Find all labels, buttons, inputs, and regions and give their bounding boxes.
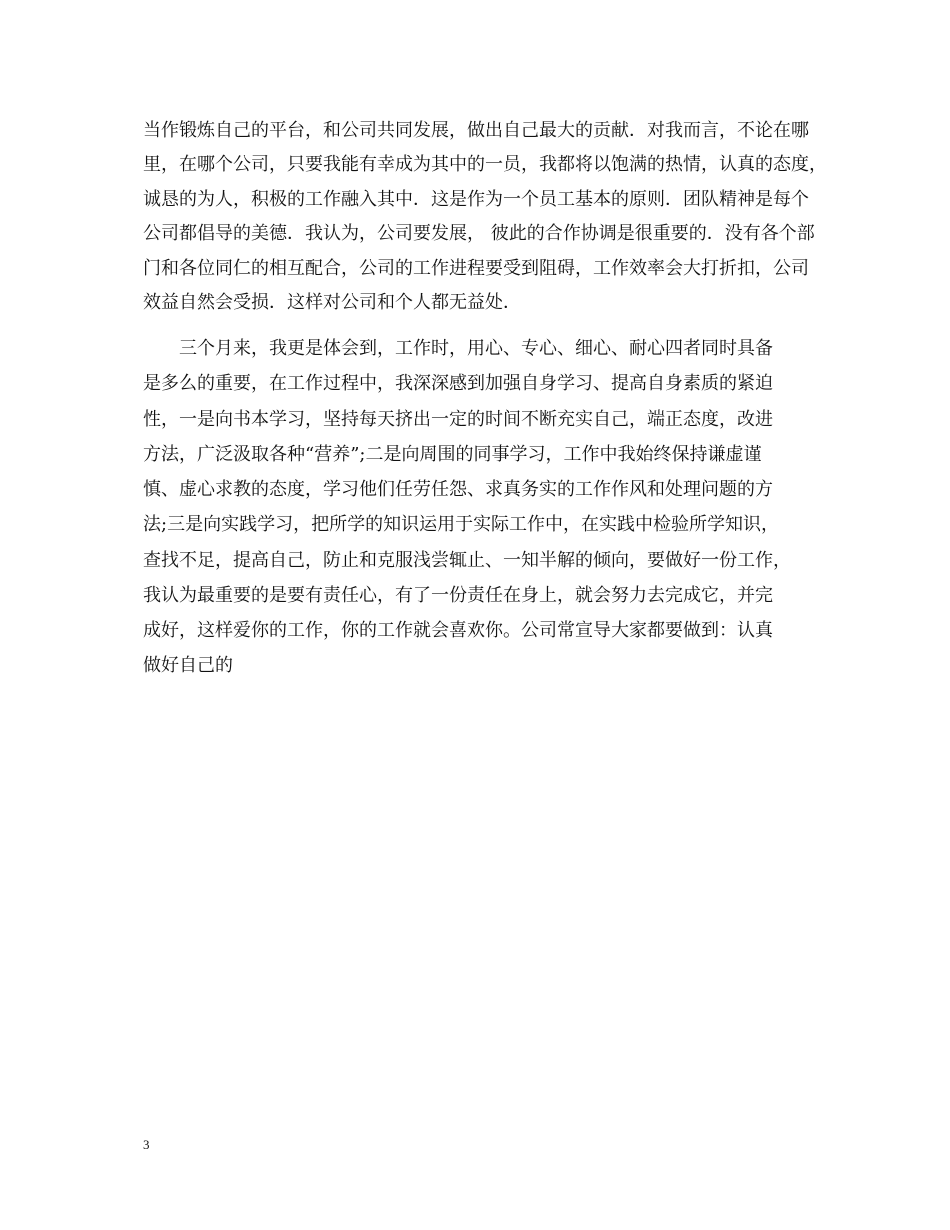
paragraph-1-line-4: 公司都倡导的美德．我认为，公司要发展， 彼此的合作协调是很重要的．没有各个部: [143, 223, 815, 244]
paragraph-1-line-3: 诚恳的为人，积极的工作融入其中．这是作为一个员工基本的原则．团队精神是每个: [143, 189, 809, 210]
paragraph-1-line-1: 当作锻炼自己的平台，和公司共同发展，做出自己最大的贡献．对我而言，不论在哪: [143, 120, 809, 141]
paragraph-2-line-1: 三个月来，我更是体会到，工作时，用心、专心、细心、耐心四者同时具备: [179, 338, 773, 359]
paragraph-2-line-3: 性，一是向书本学习，坚持每天挤出一定的时间不断充实自己，端正态度，改进: [143, 409, 773, 430]
paragraph-2-line-4: 方法，广泛汲取各种“营养”;二是向周围的同事学习，工作中我始终保持谦虚谨: [143, 444, 762, 465]
paragraph-2-line-9: 成好，这样爱你的工作，你的工作就会喜欢你。公司常宣导大家都要做到：认真: [143, 620, 773, 641]
paragraph-2-line-6: 法;三是向实践学习，把所学的知识运用于实际工作中，在实践中检验所学知识，: [143, 514, 780, 535]
paragraph-1-line-6: 效益自然会受损．这样对公司和个人都无益处．: [143, 292, 521, 313]
paragraph-1-line-2: 里，在哪个公司，只要我能有幸成为其中的一员，我都将以饱满的热情，认真的态度，: [143, 154, 827, 175]
paragraph-2-line-7: 查找不足，提高自己，防止和克服浅尝辄止、一知半解的倾向，要做好一份工作，: [143, 550, 791, 571]
paragraph-2-line-5: 慎、虚心求教的态度，学习他们任劳任怨、求真务实的工作作风和处理问题的方: [143, 479, 773, 500]
paragraph-2-line-8: 我认为最重要的是要有责任心，有了一份责任在身上，就会努力去完成它，并完: [143, 585, 773, 606]
paragraph-1-line-5: 门和各位同仁的相互配合，公司的工作进程要受到阻碍，工作效率会大打折扣，公司: [143, 258, 809, 279]
paragraph-2-line-10: 做好自己的: [143, 655, 233, 676]
page-number: 3: [143, 1137, 150, 1152]
paragraph-2-line-2: 是多么的重要，在工作过程中，我深深感到加强自身学习、提高自身素质的紧迫: [143, 373, 773, 394]
